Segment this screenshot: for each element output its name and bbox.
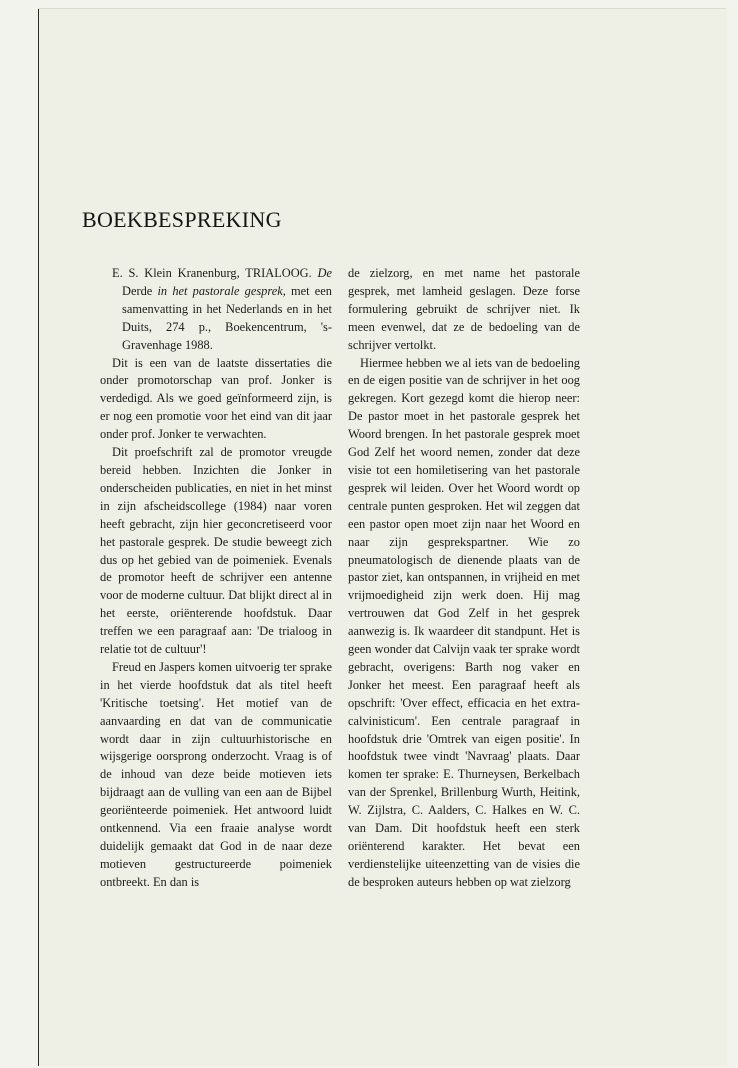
reference-author-title: E. S. Klein Kranenburg, TRIALOOG. [112, 266, 312, 280]
left-paragraph-2: Dit proefschrift zal de promotor vreugde bereid hebben. Inzichten die Jonker in onderscheiden publicaties, en niet in het minst in zijn afscheidscollege (1984) naar voren heeft gebracht, zijn hier geconcretiseerd voor het pastorale gesprek. De studie beweegt zich dus op het gebied van de poimeniek. Evenals de promotor heeft de schrijver een antenne voor de moderne cultuur. Dat blijkt direct al in het eerste, oriënterende hoofdstuk. Daar treffen we een paragraaf aan: 'De trialoog in relatie tot de cultuur'! [100, 445, 332, 657]
reference-details: met een samenvatting in het Nederlands en in het Duits, 274 p., Boekencentrum, 's-Gravenhage 1988. [122, 283, 332, 352]
right-column [348, 265, 580, 892]
right-paragraph-2: Hiermee hebben we al iets van de bedoeling en de eigen positie van de schrijver in het oog gekregen. Kort gezegd komt die hierop neer: De pastor moet in het pastorale gesprek het Woord brengen. In het pastorale gesprek moet God Zelf het woord nemen, zonder dat deze visie tot een homiletisering van het pastorale gesprek wil leiden. Over het Woord wordt op centrale punten gesproken. Het wil zeggen dat een pastor open moet zijn naar het Woord en naar zijn gesprekspartner. Wie zo pneumatologisch de dienende plaats van de pastor ziet, kan ontspannen, in vrijheid en met vrijmoedigheid zijn werk doen. Hij mag vertrouwen dat God Zelf in het gesprek aanwezig is. Ik waardeer dit standpunt. Het is geen wonder dat Calvijn vaak ter sprake wordt gebracht, overigens: Barth nog vaker en Jonker het meest. Een paragraaf heeft als opschrift: 'Over effect, efficacia en het extra-calvinisticum'. Een centrale paragraaf in hoofdstuk drie 'Omtrek van eigen positie'. In hoofdstuk twee vindt 'Navraag' plaats. Daar komen ter sprake: E. Thurneysen, Berkelbach van der Sprenkel, Brillenburg Wurth, Heitink, W. Zijlstra, C. Aalders, C. Halkes en W. C. van Dam. Dit hoofdstuk heeft een sterk oriënterend karakter. Het bevat een verdienstelijke uiteenzetting van de visies die de besproken auteurs hebben op wat zielzorg [348, 355, 580, 889]
book-reference [100, 265, 332, 355]
right-paragraph-1: de zielzorg, en met name het pastorale gesprek, met lamheid geslagen. Deze forse formulering gebruikt de schrijver niet. Ik meen evenwel, dat ze de bedoeling van de schrijver vertolkt. [348, 266, 580, 352]
reference-subtitle-b: Derde [122, 283, 153, 298]
left-column [100, 265, 332, 892]
left-paragraph-1: Dit is een van de laatste dissertaties die onder promotorschap van prof. Jonker is verdedigd. Als we goed geïnformeerd zijn, is er nog een promotie voor het eind van dit jaar onder prof. Jonker te verwachten. [100, 355, 332, 442]
top-edge [38, 8, 726, 9]
left-paragraph-3: Freud en Jaspers komen uitvoerig ter sprake in het vierde hoofdstuk dat als titel heeft 'Kritische toetsing'. Het motief van de aanvaarding en dat van de communicatie wordt daar in zijn cultuurhistorische en wijsgerige oorsprong onderzocht. Vraag is of de inhoud van deze beide motieven iets bijdraagt aan de vulling van een aan de Bijbel georiënteerde poimeniek. Het antwoord luidt ontkennend. Via een fraaie analyse wordt duidelijk gemaakt dat God in de naar deze motieven gestructureerde poimeniek ontbreekt. En dan is [100, 659, 332, 889]
page-heading: BOEKBESPREKING [82, 207, 282, 232]
reference-subtitle-c: in het pastorale gesprek, [157, 283, 286, 298]
reference-subtitle-a: De [317, 266, 332, 280]
